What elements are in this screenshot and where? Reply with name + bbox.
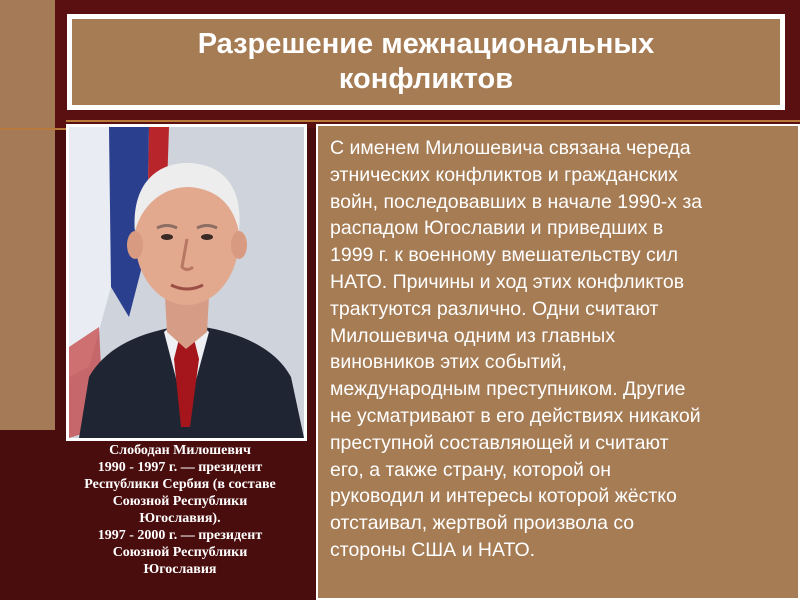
- body-line: его, а также страну, которой он: [330, 458, 611, 481]
- body-line: виновников этих событий,: [330, 351, 567, 374]
- body-line: трактуются различно. Одни считают: [330, 297, 659, 320]
- body-line: Милошевича одним из главных: [330, 324, 616, 347]
- caption-line: Югославия).: [139, 511, 221, 526]
- body-line: распадом Югославии и приведших в: [330, 217, 664, 240]
- body-line: не усматривают в его действиях никакой: [330, 404, 701, 427]
- body-line: отстаивал, жертвой произвола со: [330, 512, 635, 535]
- body-line: стороны США и НАТО.: [330, 538, 536, 561]
- caption-line: Слободан Милошевич: [109, 443, 251, 458]
- portrait-illustration: [69, 127, 304, 438]
- body-line: 1999 г. к военному вмешательству сил: [330, 244, 679, 267]
- body-line: преступной составляющей и считают: [330, 431, 669, 454]
- body-text-box: [316, 124, 800, 600]
- body-line: НАТО. Причины и ход этих конфликтов: [330, 270, 685, 293]
- caption-line: Союзной Республики: [112, 494, 248, 509]
- body-line: войн, последовавших в начале 1990-х за: [330, 190, 703, 213]
- left-decor-panel: [0, 0, 55, 430]
- body-line: международным преступником. Другие: [330, 378, 686, 401]
- caption-line: Союзной Республики: [112, 545, 248, 560]
- caption-line: 1990 - 1997 г. — президент: [97, 460, 263, 475]
- caption-line: Республики Сербия (в составе: [84, 477, 276, 492]
- portrait-caption: [30, 442, 330, 578]
- body-paragraph: [330, 135, 792, 564]
- caption-line: Югославия: [143, 562, 217, 577]
- divider-line-left: [0, 128, 66, 130]
- body-line: этнических конфликтов и гражданских: [330, 163, 678, 186]
- body-line: руководил и интересы которой жёстко: [330, 485, 677, 508]
- slide-title: Разрешение межнациональных конфликтов: [197, 28, 655, 95]
- title-box: [67, 14, 785, 110]
- portrait-photo: [66, 124, 307, 441]
- body-line: С именем Милошевича связана череда: [330, 137, 691, 159]
- caption-line: 1997 - 2000 г. — президент: [97, 528, 263, 543]
- divider-line-top: [66, 120, 800, 122]
